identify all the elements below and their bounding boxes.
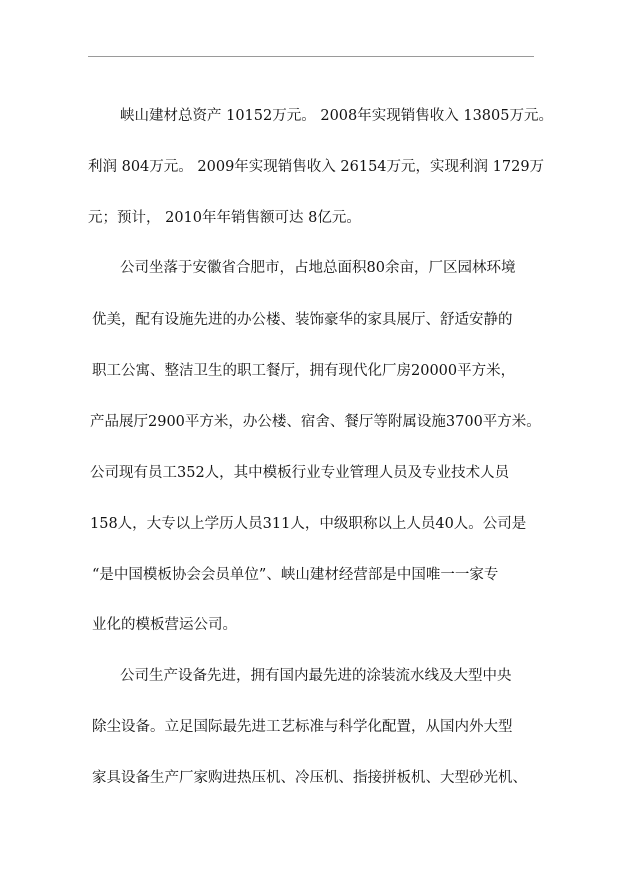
text-line: 职工公寓、整洁卫生的职工餐厅，拥有现代化厂房20000平方米，	[92, 363, 516, 379]
text-line: 元；预计， 2010年年销售额可达 8亿元。	[88, 210, 361, 226]
text-line: 公司生产设备先进，拥有国内最先进的涂装流水线及大型中央	[120, 668, 512, 684]
text-line: 家具设备生产厂家购进热压机、冷压机、指接拼板机、大型砂光机、	[92, 770, 527, 786]
text-line: 利润 804万元。 2009年实现销售收入 26154万元，实现利润 1729万	[88, 159, 545, 175]
text-line: 公司坐落于安徽省合肥市，占地总面积80余亩，厂区园林环境	[120, 260, 516, 276]
text-line: “是中国模板协会会员单位”、峡山建材经营部是中国唯一一家专	[92, 567, 499, 583]
text-line: 产品展厅2900平方米，办公楼、宿舍、餐厅等附属设施3700平方米。	[90, 414, 541, 430]
text-line: 公司现有员工352人，其中模板行业专业管理人员及专业技术人员	[90, 465, 510, 481]
text-line: 除尘设备。立足国际最先进工艺标准与科学化配置，从国内外大型	[92, 719, 513, 735]
text-line: 峡山建材总资产 10152万元。 2008年实现销售收入 13805万元。	[120, 108, 553, 124]
text-line: 优美，配有设施先进的办公楼、装饰豪华的家具展厅、舒适安静的	[92, 312, 513, 328]
header-rule	[88, 56, 534, 57]
text-line: 158人，大专以上学历人员311人，中级职称以上人员40人。公司是	[90, 516, 527, 532]
text-line: 业化的模板营运公司。	[92, 617, 237, 633]
